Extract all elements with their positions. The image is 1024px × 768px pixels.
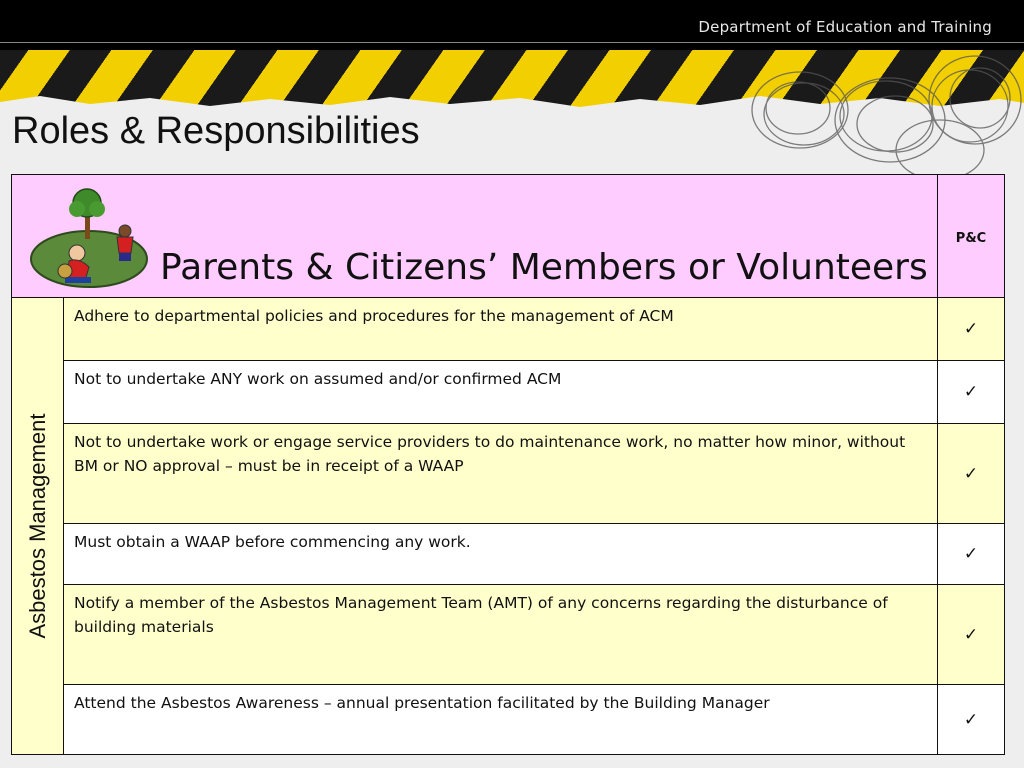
responsibility-text: Must obtain a WAAP before commencing any work.	[64, 524, 938, 585]
table-row	[12, 524, 1005, 585]
responsibility-text: Attend the Asbestos Awareness – annual presentation facilitated by the Building Manager	[64, 685, 938, 755]
responsibility-text: Notify a member of the Asbestos Management Team (AMT) of any concerns regarding the disturbance of building materials	[64, 585, 938, 685]
checkmark-icon: ✓	[938, 685, 1005, 755]
role-column-header: P&C	[938, 175, 1005, 298]
table-row	[12, 585, 1005, 685]
checkmark-icon: ✓	[938, 361, 1005, 424]
checkmark-icon: ✓	[938, 524, 1005, 585]
responsibility-text: Adhere to departmental policies and procedures for the management of ACM	[64, 298, 938, 361]
table-row	[12, 298, 1005, 361]
table-row	[12, 361, 1005, 424]
page-title: Roles & Responsibilities	[12, 110, 420, 152]
table-header-row	[12, 175, 1005, 298]
department-name: Department of Education and Training	[698, 18, 992, 36]
group-title: Parents & Citizens’ Members or Volunteers	[160, 247, 928, 288]
checkmark-icon: ✓	[938, 298, 1005, 361]
scribble-decoration	[740, 40, 1024, 190]
checkmark-icon: ✓	[938, 585, 1005, 685]
responsibility-text: Not to undertake work or engage service providers to do maintenance work, no matter how minor, without BM or NO approval – must be in receipt of a WAAP	[64, 424, 938, 524]
responsibility-text: Not to undertake ANY work on assumed and/or confirmed ACM	[64, 361, 938, 424]
category-cell	[12, 298, 64, 755]
table-row	[12, 424, 1005, 524]
checkmark-icon: ✓	[938, 424, 1005, 524]
category-label: Asbestos Management	[24, 413, 50, 639]
group-header-cell	[12, 175, 938, 298]
table-row	[12, 685, 1005, 755]
gardening-volunteers-icon	[27, 181, 152, 291]
top-bar	[0, 0, 1024, 44]
responsibilities-table	[11, 174, 1005, 755]
